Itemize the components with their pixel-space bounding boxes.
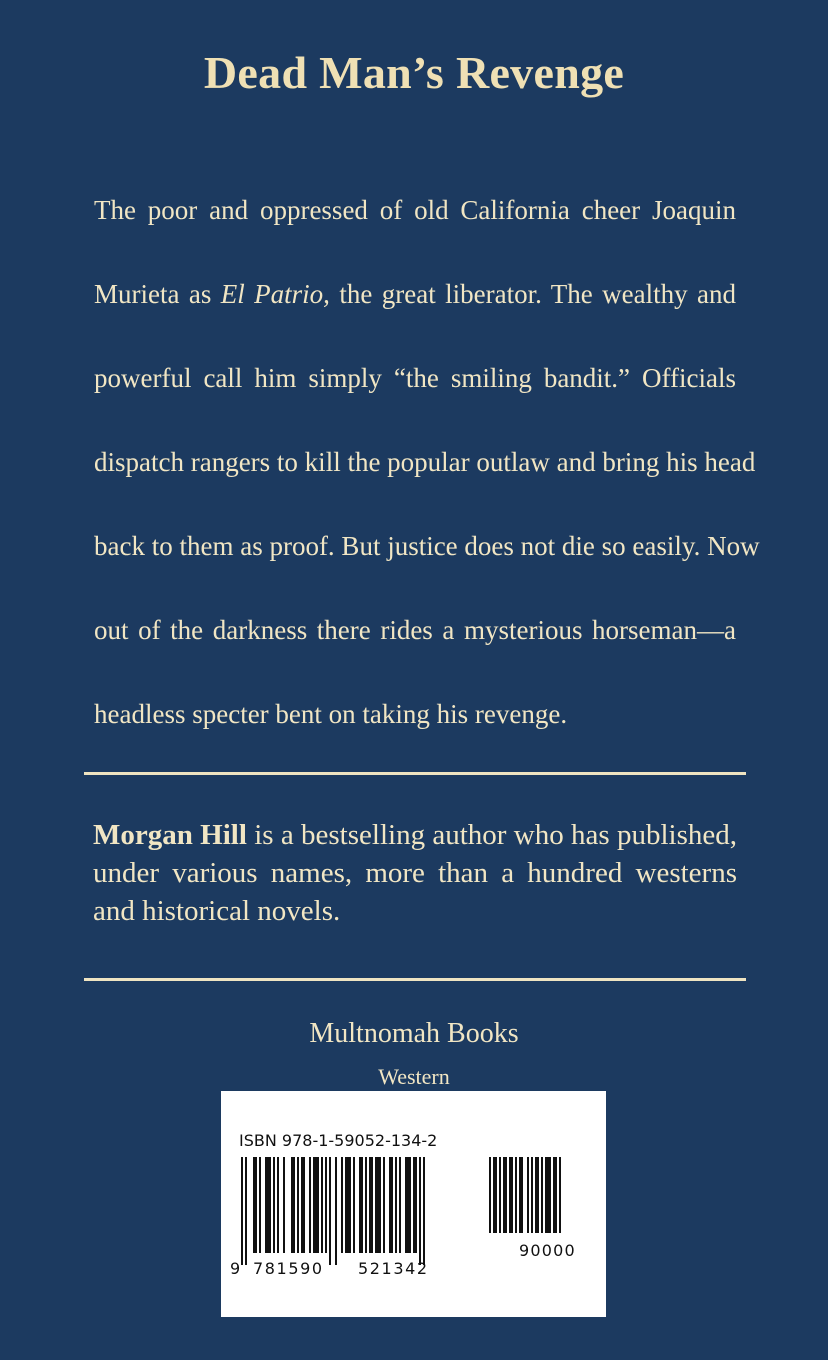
blurb-italic-phrase: El Patrio, [220, 279, 330, 309]
barcode-bar [541, 1157, 543, 1233]
barcode-bar [413, 1157, 417, 1253]
barcode-bar [493, 1157, 497, 1233]
barcode-bar [519, 1157, 523, 1233]
barcode-bar [509, 1157, 513, 1233]
barcode-bar [253, 1157, 257, 1253]
divider-bottom [84, 978, 746, 981]
barcode-bar [297, 1157, 299, 1253]
barcode-bar [503, 1157, 507, 1233]
barcode-bar [545, 1157, 551, 1233]
barcode-bar [553, 1157, 557, 1233]
barcode-bar [535, 1157, 539, 1233]
barcode-bar [273, 1157, 275, 1253]
addon-digits: 90000 [519, 1241, 576, 1260]
barcode-bar [559, 1157, 561, 1233]
barcode-bar [365, 1157, 367, 1253]
barcode-bar [389, 1157, 393, 1253]
bio-line: and historical novels. [93, 895, 341, 927]
barcode-bar [423, 1157, 425, 1265]
blurb-line: The poor and oppressed of old California cheer Joaquin [94, 195, 736, 225]
addon-bars [489, 1157, 601, 1237]
bio-line: Morgan Hill is a bestselling author who has published, [93, 819, 737, 851]
barcode-bar [329, 1157, 331, 1265]
author-name: Morgan Hill [93, 819, 247, 851]
barcode-bar [499, 1157, 501, 1233]
blurb-line: dispatch rangers to kill the popular outlaw and bring his head [94, 447, 756, 477]
author-bio [93, 816, 737, 930]
barcode-bar [419, 1157, 421, 1265]
barcode-bar [515, 1157, 517, 1233]
barcode-bar [335, 1157, 337, 1265]
barcode-bar [489, 1157, 491, 1233]
blurb-line: Murieta as El Patrio, the great liberator. The wealthy and [94, 279, 736, 309]
barcode-bar [283, 1157, 285, 1253]
barcode-bar [321, 1157, 323, 1253]
blurb-line: powerful call him simply “the smiling bandit.” Officials [94, 363, 736, 393]
barcode-bar [325, 1157, 327, 1253]
barcode-bar [345, 1157, 351, 1253]
barcode-bar [301, 1157, 305, 1253]
barcode-bar [353, 1157, 355, 1253]
barcode-bar [405, 1157, 411, 1253]
barcode-bar [291, 1157, 295, 1253]
barcode-bar [383, 1157, 385, 1253]
ean13-bars [241, 1157, 467, 1267]
barcode-bar [369, 1157, 373, 1253]
barcode-bar [241, 1157, 243, 1265]
barcode-digit-first: 9 [230, 1259, 241, 1278]
barcode-bar [395, 1157, 397, 1253]
barcode-bar [277, 1157, 279, 1253]
bio-line: under various names, more than a hundred westerns [93, 857, 737, 889]
genre-label: Western [378, 1064, 450, 1089]
barcode-bar [399, 1157, 401, 1253]
blurb-line: headless specter bent on taking his revenge. [94, 699, 568, 729]
isbn-label: ISBN 978-1-59052-134-2 [239, 1131, 438, 1150]
blurb-text [94, 168, 760, 756]
barcode-bar [341, 1157, 343, 1253]
barcode-bar [259, 1157, 261, 1253]
barcode-bar [309, 1157, 311, 1253]
barcode-bar [245, 1157, 247, 1265]
barcode-bar [527, 1157, 529, 1233]
barcode-bar [265, 1157, 271, 1253]
barcode-digits-left: 781590 [253, 1259, 324, 1278]
isbn-barcode [221, 1091, 606, 1317]
divider-top [84, 772, 746, 775]
blurb-line: back to them as proof. But justice does not die so easily. Now [94, 531, 760, 561]
barcode-bar [375, 1157, 381, 1253]
book-title: Dead Man’s Revenge [203, 47, 625, 98]
barcode-bar [359, 1157, 363, 1253]
barcode-bar [531, 1157, 533, 1233]
barcode-digits-right: 521342 [358, 1259, 429, 1278]
barcode-bar [313, 1157, 319, 1253]
blurb-line: out of the darkness there rides a mysterious horseman—a [94, 615, 736, 645]
publisher-name: Multnomah Books [309, 1018, 519, 1049]
